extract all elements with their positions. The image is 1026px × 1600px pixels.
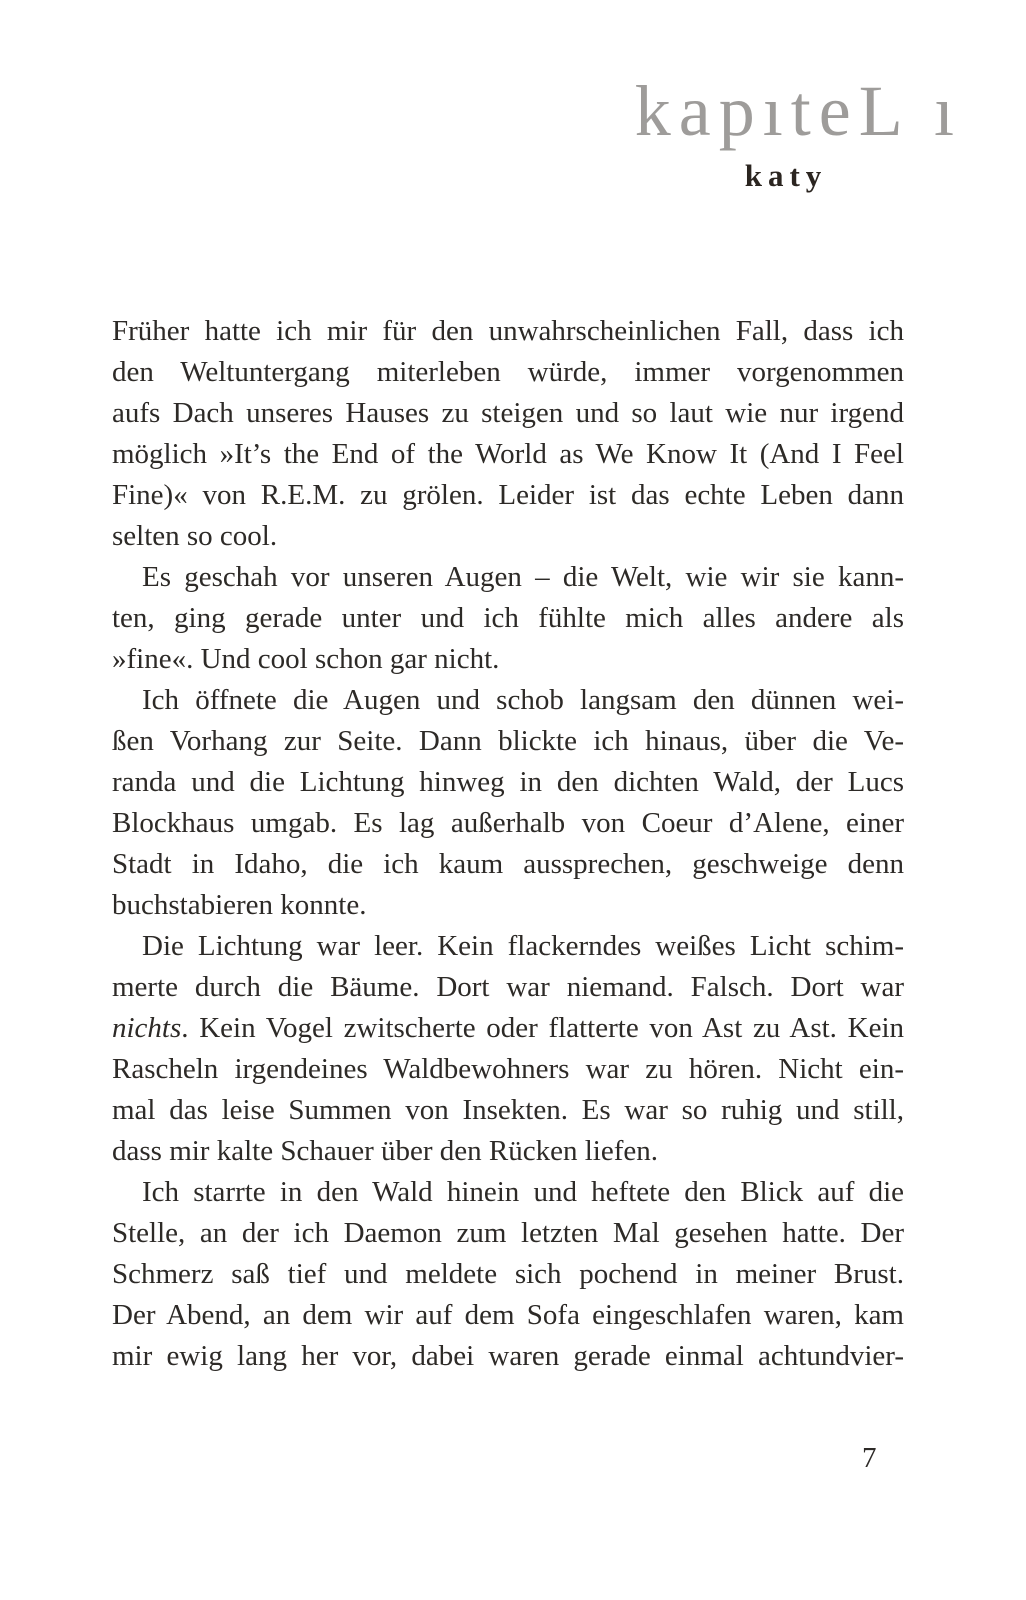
text-line: »fine«. Und cool schon gar nicht. <box>112 643 500 675</box>
chapter-subtitle: katy <box>744 158 828 193</box>
text-line: Rascheln irgendeines Waldbewohners war zu hören. Nicht ein- <box>112 1053 904 1085</box>
text-line: Blockhaus umgab. Es lag außerhalb von Coeur d’Alene, einer <box>112 807 904 839</box>
text-line: Es geschah vor unseren Augen – die Welt, wie wir sie kann- <box>142 561 904 593</box>
text-line: Früher hatte ich mir für den unwahrscheinlichen Fall, dass ich <box>112 315 904 347</box>
text-line: nichts. Kein Vogel zwitscherte oder flatterte von Ast zu Ast. Kein <box>112 1012 904 1044</box>
text-line: randa und die Lichtung hinweg in den dichten Wald, der Lucs <box>112 766 904 798</box>
body-text <box>112 311 904 1377</box>
text-line: mal das leise Summen von Insekten. Es war so ruhig und still, <box>112 1094 904 1126</box>
paragraph <box>112 926 904 1172</box>
paragraph <box>112 557 904 680</box>
text-line: aufs Dach unseres Hauses zu steigen und so laut wie nur irgend <box>112 397 904 429</box>
text-line: Ich öffnete die Augen und schob langsam den dünnen wei- <box>142 684 904 716</box>
page-number: 7 <box>862 1442 877 1474</box>
text-line: mir ewig lang her vor, dabei waren gerade einmal achtundvier- <box>112 1340 904 1372</box>
chapter-heading <box>618 71 962 194</box>
text-line: dass mir kalte Schauer über den Rücken liefen. <box>112 1135 658 1167</box>
text-line: Stelle, an der ich Daemon zum letzten Mal gesehen hatte. Der <box>112 1217 904 1249</box>
paragraph <box>112 1172 904 1377</box>
text-line: Der Abend, an dem wir auf dem Sofa eingeschlafen waren, kam <box>112 1299 904 1331</box>
text-line: Die Lichtung war leer. Kein flackerndes weißes Licht schim- <box>142 930 904 962</box>
text-line: Ich starrte in den Wald hinein und heftete den Blick auf die <box>142 1176 904 1208</box>
text-line: Stadt in Idaho, die ich kaum aussprechen, geschweige denn <box>112 848 904 880</box>
text-line: ßen Vorhang zur Seite. Dann blickte ich hinaus, über die Ve- <box>112 725 904 757</box>
text-line: buchstabieren konnte. <box>112 889 367 921</box>
text-line: den Weltuntergang miterleben würde, immer vorgenommen <box>112 356 904 388</box>
text-line: Fine)« von R.E.M. zu grölen. Leider ist das echte Leben dann <box>112 479 904 511</box>
paragraph <box>112 680 904 926</box>
text-line: ten, ging gerade unter und ich fühlte mich alles andere als <box>112 602 904 634</box>
text-line: merte durch die Bäume. Dort war niemand. Falsch. Dort war <box>112 971 904 1003</box>
paragraph <box>112 311 904 557</box>
text-line: selten so cool. <box>112 520 278 552</box>
text-line: Schmerz saß tief und meldete sich pochend in meiner Brust. <box>112 1258 904 1290</box>
text-line: möglich »It’s the End of the World as We Know It (And I Feel <box>112 438 904 470</box>
chapter-title: kapıteL ı <box>634 71 962 151</box>
